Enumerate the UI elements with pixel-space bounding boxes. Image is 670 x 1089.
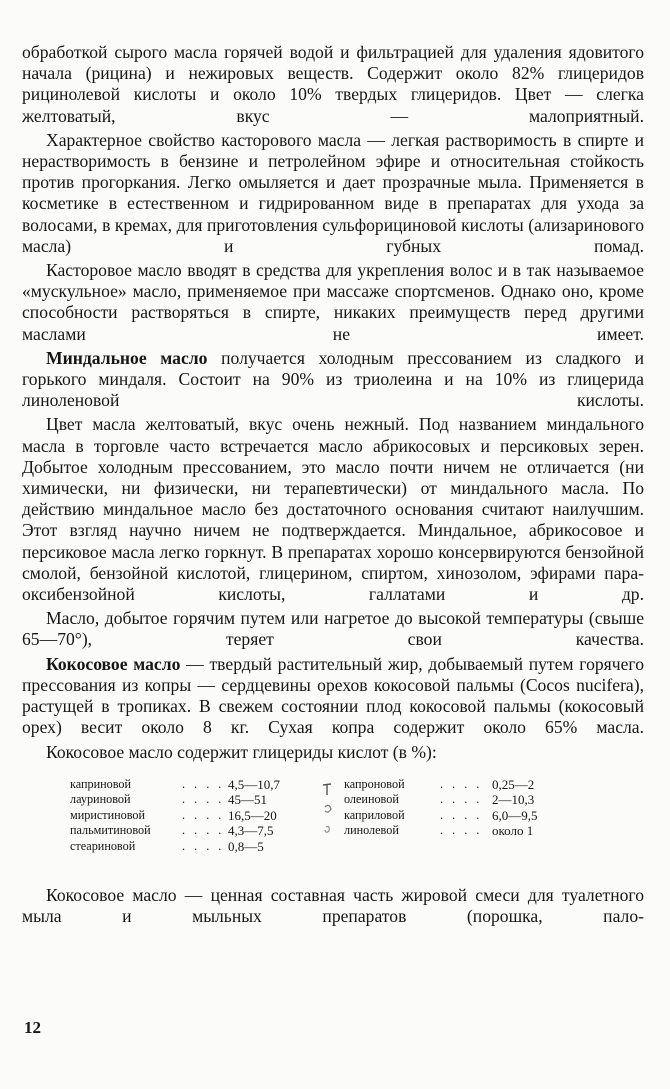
acid-name: капроновой [344, 776, 405, 791]
paragraph-almond-oil [22, 348, 644, 412]
leader-dots: . . . . [440, 792, 483, 807]
leader-dots: . . . . [182, 776, 225, 791]
acid-name: линолевой [344, 823, 399, 838]
leader-dots: . . . . [182, 807, 225, 822]
term-coconut-oil: Кокосовое масло [46, 653, 181, 674]
acid-name: олеиновой [344, 792, 399, 807]
term-almond-oil: Миндальное масло [46, 347, 208, 368]
paragraph-hot-pressed: Масло, добытое горячим путем или нагретое до высокой температуры (свыше 65—70°), теряет свои качества. [22, 608, 644, 650]
table-row [70, 823, 644, 839]
table-row [70, 808, 644, 824]
leader-dots: . . . . [182, 792, 225, 807]
table-row [70, 792, 644, 808]
page-body [22, 42, 644, 927]
acid-value: 0,8—5 [228, 839, 264, 855]
acid-name: каприловой [344, 807, 405, 822]
table-row [70, 839, 644, 855]
acid-name: лауриновой [70, 792, 131, 807]
acid-value: около 1 [492, 823, 534, 839]
leader-dots: . . . . [182, 839, 225, 854]
page-number: 12 [24, 1018, 41, 1037]
table-row [70, 777, 644, 793]
paragraph-castor-uses: Касторовое масло вводят в средства для укрепления волос и в так называемое «мускульное» масло, применяемое при массаже спортсменов. Однако оно, кроме способности растворяться в спирте, никаких преимуществ перед другими маслами не имеет. [22, 260, 644, 344]
leader-dots: . . . . [440, 807, 483, 822]
leader-dots: . . . . [440, 776, 483, 791]
acid-value: 45—51 [228, 792, 267, 808]
ink-smudge-marks [320, 781, 334, 839]
acid-name: пальмитиновой [70, 823, 151, 838]
almond-oil-text: получается холодным прессованием из сладкого и горького миндаля. Состоит на 90% из триолеина и на 10% из глицерида линоленовой кислоты. [22, 347, 644, 411]
fatty-acid-table [70, 777, 644, 855]
leader-dots: . . . . [182, 823, 225, 838]
acid-value: 4,3—7,5 [228, 823, 274, 839]
paragraph-castor-properties: Характерное свойство касторового масла — легкая растворимость в спирте и нерастворимость в бензине и петролейном эфире и относительная стойкость против прогоркания. Легко омыляется и дает прозрачные мыла. Применяется в косметике в естественном и гидрированном виде в препаратах для ухода за волосами, в кремах, для приготовления сульфорициновой кислоты (ализаринового масла) и губных помад. [22, 129, 644, 256]
paragraph-glycerides-intro: Кокосовое масло содержит глицериды кислот (в %): [46, 741, 437, 762]
coconut-oil-text: — твердый растительный жир, добываемый путем горячего прессования из копры — сердцевины орехов кокосовой пальмы (Cocos nucifera), растущей в тропиках. В свежем состоянии плод кокосовой пальмы (кокосовый орех) весит около 8 кг. Сухая копра содержит около 65% масла. [22, 653, 644, 738]
leader-dots: . . . . [440, 823, 483, 838]
paragraph-coconut-oil [22, 654, 644, 739]
acid-value: 0,25—2 [492, 776, 535, 792]
acid-value: 2—10,3 [492, 792, 535, 808]
paragraph-almond-color: Цвет масла желтоватый, вкус очень нежный. Под названием миндального масла в торговле часто встречается масло абрикосовых и персиковых зерен. Добытое холодным прессованием, это масло почти ничем не отличается (ни химически, ни физически, ни терапевтически) от миндального масла. По действию миндальное масло без достаточного основания считают наилучшим. Этот взгляд научно ничем не подтверждается. Миндальное, абрикосовое и персиковое масла легко горкнут. В препаратах хорошо консервируются бензойной смолой, бензойной кислотой, глицерином, спиртом, хинозолом, эфирами пара-оксибензойной кислоты, галлатами и др. [22, 414, 644, 605]
paragraph-castor-processing: обработкой сырого масла горячей водой и фильтрацией для удаления ядовитого начала (рицина) и нежировых веществ. Содержит около 82% глицеридов рицинолевой кислоты и около 10% твердых глицеридов. Цвет — слегка желтоватый, вкус — малоприятный. [22, 42, 644, 126]
acid-value: 4,5—10,7 [228, 776, 280, 792]
acid-value: 16,5—20 [228, 807, 277, 823]
acid-value: 6,0—9,5 [492, 807, 538, 823]
acid-name: каприновой [70, 776, 132, 791]
acid-name: стеариновой [70, 839, 136, 854]
acid-name: миристиновой [70, 807, 146, 822]
paragraph-coconut-soap: Кокосовое масло — ценная составная часть жировой смеси для туалетного мыла и мыльных препаратов (порошка, пало- [22, 884, 644, 926]
